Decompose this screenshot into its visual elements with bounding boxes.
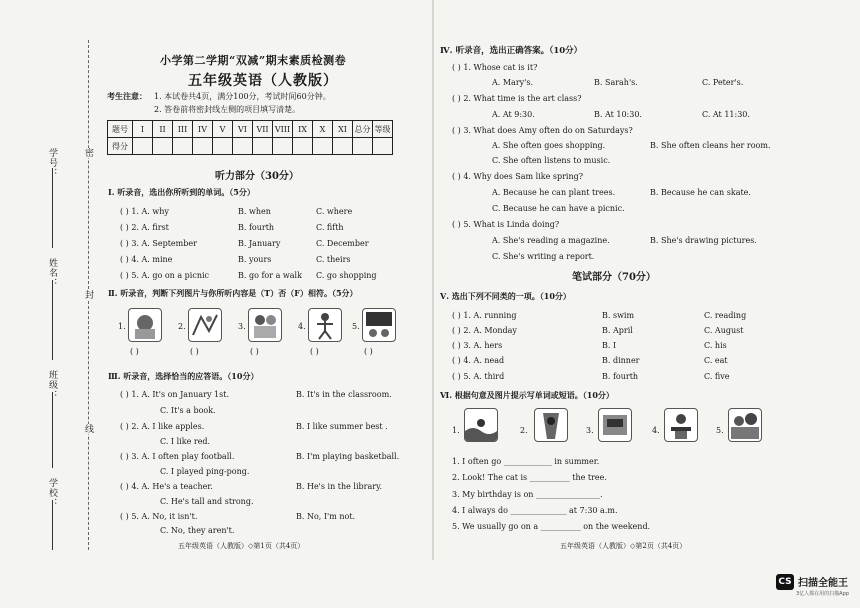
score-input-cell[interactable] <box>353 138 373 155</box>
s1-q3-c: C. December <box>316 239 369 248</box>
s1-q1-c: C. where <box>316 207 353 216</box>
s6-sentence-2[interactable]: 2. Look! The cat is __________ the tree. <box>452 473 607 482</box>
s3-q5-b: B. No, I'm not. <box>296 512 356 521</box>
class-line <box>52 392 53 468</box>
score-input-cell[interactable] <box>253 138 273 155</box>
exam-subtitle: 五年级英语（人教版） <box>188 73 338 89</box>
score-cell: 等级 <box>373 121 393 138</box>
notice-label: 考生注意： <box>107 91 147 101</box>
score-input-cell[interactable] <box>273 138 293 155</box>
score-header-row <box>108 121 393 138</box>
s5-q2-c: C. August <box>704 326 744 335</box>
s5-q4-c: C. eat <box>704 356 728 365</box>
s5-q5-c: C. five <box>704 372 730 381</box>
s5-q1-c: C. reading <box>704 311 747 320</box>
seal-char-2: 封 <box>83 290 93 300</box>
s5-q5: ( ) 5. A. third <box>452 372 505 381</box>
s5-q3: ( ) 3. A. hers <box>452 341 503 350</box>
score-cell: II <box>153 121 173 138</box>
page-1-footer: 五年级英语（人教版）◇第1页（共4页） <box>178 542 305 550</box>
s3-q2-c: C. I like red. <box>160 437 211 446</box>
s6-num-1: 1. <box>452 426 460 435</box>
score-input-cell[interactable] <box>173 138 193 155</box>
s5-q2: ( ) 2. A. Monday <box>452 326 517 335</box>
s2-answer-2[interactable]: ( ) <box>190 347 199 356</box>
s2-num-4: 4. <box>298 322 306 331</box>
s3-q2: ( ) 2. A. I like apples. <box>120 422 205 431</box>
s4-q1-a: A. Mary's. <box>492 78 534 87</box>
class-label: 班级： <box>47 370 57 400</box>
s4-q4-b: B. Because he can skate. <box>650 188 751 197</box>
exam-title: 小学第二学期“双减”期末素质检测卷 <box>160 54 347 67</box>
camscanner-brand: 扫描全能王 <box>798 578 848 589</box>
s2-num-5: 5. <box>352 322 360 331</box>
s2-answer-4[interactable]: ( ) <box>310 347 319 356</box>
score-cell: V <box>213 121 233 138</box>
score-cell: X <box>313 121 333 138</box>
student-id-line <box>52 168 53 248</box>
s3-q4-c: C. He's tall and strong. <box>160 497 254 506</box>
s3-q3: ( ) 3. A. I often play football. <box>120 452 235 461</box>
score-cell: IV <box>193 121 213 138</box>
score-cell: 题号 <box>108 121 133 138</box>
score-cell: IX <box>293 121 313 138</box>
s1-q5-c: C. go shopping <box>316 271 377 280</box>
s6-sentence-1[interactable]: 1. I often go ____________ in summer. <box>452 457 600 466</box>
score-cell: VI <box>233 121 253 138</box>
score-input-cell[interactable] <box>193 138 213 155</box>
name-label: 姓名： <box>47 258 57 288</box>
s2-num-2: 2. <box>178 322 186 331</box>
score-input-cell[interactable] <box>133 138 153 155</box>
s3-q1: ( ) 1. A. It's on January 1st. <box>120 390 229 399</box>
page-2-footer: 五年级英语（人教版）◇第2页（共4页） <box>560 542 687 550</box>
notice-2: 2. 答卷前将密封线左侧的项目填写清楚。 <box>154 105 301 114</box>
score-cell: XI <box>333 121 353 138</box>
s6-sentence-4[interactable]: 4. I always do ______________ at 7:30 a.m. <box>452 506 618 515</box>
s4-q5-c: C. She's writing a report. <box>492 252 595 261</box>
s3-q1-b: B. It's in the classroom. <box>296 390 392 399</box>
score-row-label: 得分 <box>108 138 133 155</box>
s1-q5: ( ) 5. A. go on a picnic <box>120 271 210 280</box>
s1-q5-b: B. go for a walk <box>238 271 302 280</box>
school-line <box>52 500 53 550</box>
s6-num-4: 4. <box>652 426 660 435</box>
page-fold <box>432 0 434 560</box>
picture-listening-5 <box>362 308 396 342</box>
picture-listening-4 <box>308 308 342 342</box>
s4-q1-c: C. Peter's. <box>702 78 744 87</box>
s4-q2-b: B. At 10:30. <box>594 110 642 119</box>
score-cell: 总分 <box>353 121 373 138</box>
s4-q4-a: A. Because he can plant trees. <box>492 188 616 197</box>
score-value-row <box>108 138 393 155</box>
picture-writing-1 <box>464 408 498 442</box>
s4-q4: ( ) 4. Why does Sam like spring? <box>452 172 584 181</box>
s2-answer-1[interactable]: ( ) <box>130 347 139 356</box>
s1-q1: ( ) 1. A. why <box>120 207 169 216</box>
s2-num-3: 3. <box>238 322 246 331</box>
s4-q5-a: A. She's reading a magazine. <box>492 236 610 245</box>
score-cell: VII <box>253 121 273 138</box>
s6-num-5: 5. <box>716 426 724 435</box>
s3-q5-c: C. No, they aren't. <box>160 526 235 535</box>
s4-q1: ( ) 1. Whose cat is it? <box>452 63 538 72</box>
s5-q1: ( ) 1. A. running <box>452 311 517 320</box>
camscanner-logo-icon: CS <box>776 574 794 590</box>
student-id-label: 学号： <box>47 148 57 178</box>
score-input-cell[interactable] <box>233 138 253 155</box>
score-table <box>107 120 393 155</box>
picture-listening-2 <box>188 308 222 342</box>
s2-num-1: 1. <box>118 322 126 331</box>
s1-q4-c: C. theirs <box>316 255 351 264</box>
name-line <box>52 280 53 360</box>
s3-q4: ( ) 4. A. He's a teacher. <box>120 482 213 491</box>
seal-char-3: 线 <box>83 424 93 434</box>
s3-q3-b: B. I'm playing basketball. <box>296 452 400 461</box>
s2-answer-3[interactable]: ( ) <box>250 347 259 356</box>
picture-writing-3 <box>598 408 632 442</box>
s4-q5: ( ) 5. What is Linda doing? <box>452 220 560 229</box>
s4-q5-b: B. She's drawing pictures. <box>650 236 757 245</box>
binding-sidebar <box>0 0 100 560</box>
s3-q5: ( ) 5. A. No, it isn't. <box>120 512 198 521</box>
s2-answer-5[interactable]: ( ) <box>364 347 373 356</box>
picture-writing-2 <box>534 408 568 442</box>
seal-char-1: 密 <box>83 148 93 158</box>
s5-q4-b: B. dinner <box>602 356 640 365</box>
score-input-cell[interactable] <box>313 138 333 155</box>
s1-q3: ( ) 3. A. September <box>120 239 197 248</box>
score-cell: VIII <box>273 121 293 138</box>
s5-q5-b: B. fourth <box>602 372 639 381</box>
s6-sentence-5[interactable]: 5. We usually go on a __________ on the weekend. <box>452 522 651 531</box>
section-3-title: Ⅲ. 听录音，选择恰当的应答语。（10分） <box>108 371 259 381</box>
s4-q3-b: B. She often cleans her room. <box>650 141 771 150</box>
notice-1: 1. 本试卷共4页，满分100分，考试时间60分钟。 <box>154 92 331 101</box>
section-1-title: Ⅰ. 听录音，选出你所听到的单词。（5分） <box>108 187 255 197</box>
s1-q4: ( ) 4. A. mine <box>120 255 173 264</box>
s4-q3-a: A. She often goes shopping. <box>492 141 606 150</box>
s4-q3-c: C. She often listens to music. <box>492 156 611 165</box>
s5-q4: ( ) 4. A. nead <box>452 356 505 365</box>
s4-q2: ( ) 2. What time is the art class? <box>452 94 582 103</box>
picture-writing-4 <box>664 408 698 442</box>
s6-num-3: 3. <box>586 426 594 435</box>
s5-q1-b: B. swim <box>602 311 635 320</box>
score-cell: I <box>133 121 153 138</box>
picture-writing-5 <box>728 408 762 442</box>
score-input-cell[interactable] <box>333 138 353 155</box>
s1-q4-b: B. yours <box>238 255 272 264</box>
camscanner-tagline: 3亿人都在用的扫描App <box>796 591 849 597</box>
s1-q2-b: B. fourth <box>238 223 275 232</box>
score-cell: III <box>173 121 193 138</box>
s1-q3-b: B. January <box>238 239 281 248</box>
picture-listening-3 <box>248 308 282 342</box>
listening-heading: 听力部分（30分） <box>215 171 299 182</box>
section-4-title: Ⅳ. 听录音，选出正确答案。（10分） <box>440 46 583 56</box>
s4-q2-a: A. At 9:30. <box>492 110 535 119</box>
s3-q3-c: C. I played ping-pong. <box>160 467 250 476</box>
score-input-cell[interactable] <box>293 138 313 155</box>
score-input-cell[interactable] <box>153 138 173 155</box>
s1-q1-b: B. when <box>238 207 271 216</box>
s6-num-2: 2. <box>520 426 528 435</box>
s4-q3: ( ) 3. What does Amy often do on Saturdays? <box>452 126 633 135</box>
s3-q2-b: B. I like summer best . <box>296 422 388 431</box>
s4-q1-b: B. Sarah's. <box>594 78 638 87</box>
s1-q2: ( ) 2. A. first <box>120 223 169 232</box>
score-input-cell[interactable] <box>213 138 233 155</box>
s4-q2-c: C. At 11:30. <box>702 110 750 119</box>
s4-q4-c: C. Because he can have a picnic. <box>492 204 625 213</box>
s3-q1-c: C. It's a book. <box>160 406 216 415</box>
s3-q4-b: B. He's in the library. <box>296 482 383 491</box>
s5-q3-c: C. his <box>704 341 727 350</box>
section-5-title: Ⅴ. 选出下列不同类的一项。（10分） <box>440 291 571 301</box>
writing-heading: 笔试部分（70分） <box>572 272 656 283</box>
picture-listening-1 <box>128 308 162 342</box>
school-label: 学校： <box>47 478 57 508</box>
s6-sentence-3[interactable]: 3. My birthday is on ________________. <box>452 490 603 499</box>
score-input-cell[interactable] <box>373 138 393 155</box>
section-6-title: Ⅵ. 根据句意及图片提示写单词或短语。（10分） <box>440 390 614 400</box>
s1-q2-c: C. fifth <box>316 223 344 232</box>
s5-q3-b: B. I <box>602 341 617 350</box>
s5-q2-b: B. April <box>602 326 633 335</box>
camscanner-watermark <box>776 572 854 602</box>
section-2-title: Ⅱ. 听录音，判断下列图片与你所听内容是（T）否（F）相符。（5分） <box>108 288 358 298</box>
